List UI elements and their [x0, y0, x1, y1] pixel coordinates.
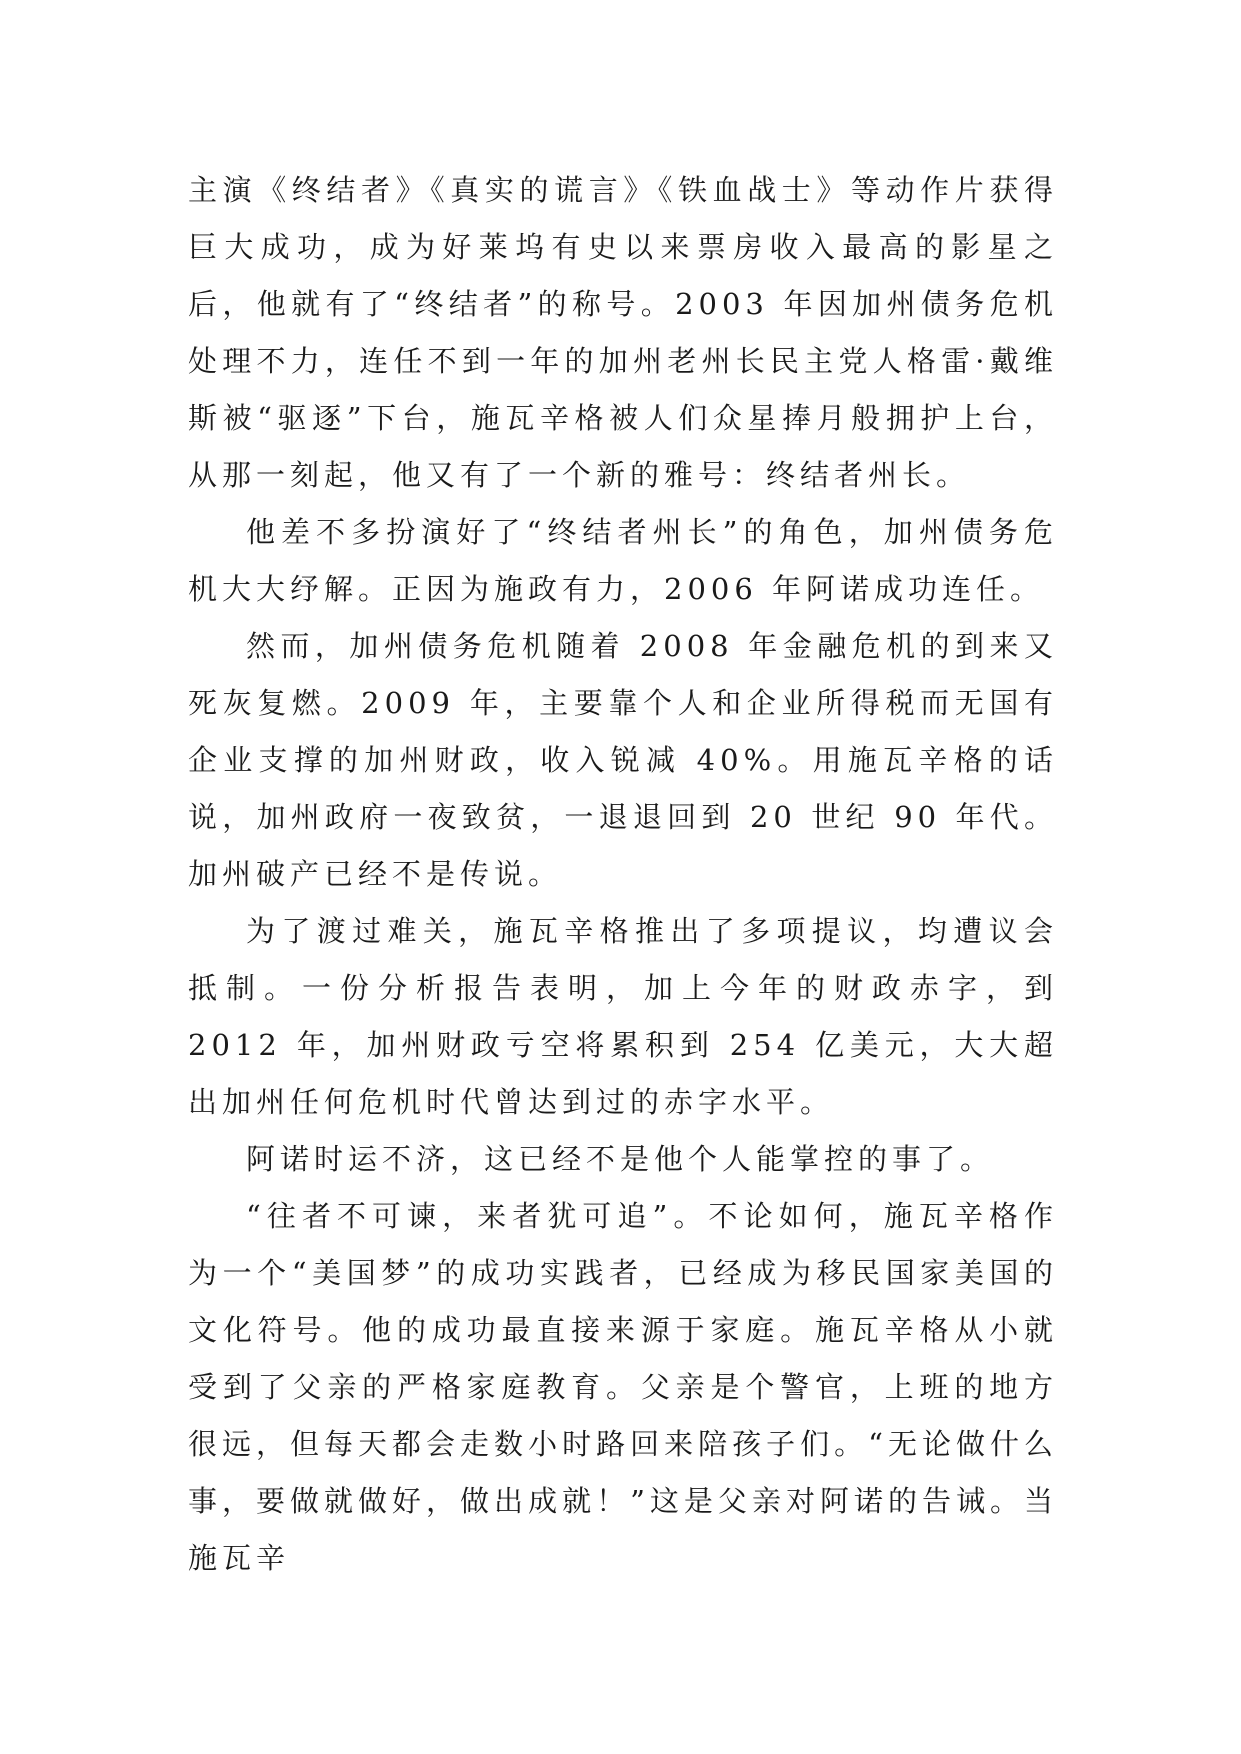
paragraph-6: “往者不可谏，来者犹可追”。不论如何，施瓦辛格作为一个“美国梦”的成功实践者，已经成为移民国家美国的文化符号。他的成功最直接来源于家庭。施瓦辛格从小就受到了父亲的严格家庭教育。父亲是个警官，上班的地方很远，但每天都会走数小时路回来陪孩子们。“无论做什么事，要做就做好，做出成就！”这是父亲对阿诺的告诫。当施瓦辛 [188, 1199, 1058, 1575]
paragraph-2: 他差不多扮演好了“终结者州长”的角色，加州债务危机大大纾解。正因为施政有力，2006 年阿诺成功连任。 [188, 515, 1058, 606]
paragraph-5: 阿诺时运不济，这已经不是他个人能掌控的事了。 [246, 1142, 995, 1176]
paragraph-1: 主演《终结者》《真实的谎言》《铁血战士》等动作片获得巨大成功，成为好莱坞有史以来票房收入最高的影星之后，他就有了“终结者”的称号。2003 年因加州债务危机处理不力，连任不到一年的加州老州长民主党人格雷·戴维斯被“驱逐”下台，施瓦辛格被人们众星捧月般拥护上台，从那一刻起，他又有了一个新的雅号：终结者州长。 [188, 173, 1058, 492]
paragraph-3: 然而，加州债务危机随着 2008 年金融危机的到来又死灰复燃。2009 年，主要靠个人和企业所得税而无国有企业支撑的加州财政，收入锐减 40%。用施瓦辛格的话说，加州政府一夜致贫，一退退回到 20 世纪 90 年代。加州破产已经不是传说。 [188, 629, 1058, 891]
paragraph-4: 为了渡过难关，施瓦辛格推出了多项提议，均遭议会抵制。一份分析报告表明，加上今年的财政赤字，到 2012 年，加州财政亏空将累积到 254 亿美元，大大超出加州任何危机时代曾达到过的赤字水平。 [188, 914, 1058, 1119]
document-body [188, 162, 1058, 1587]
